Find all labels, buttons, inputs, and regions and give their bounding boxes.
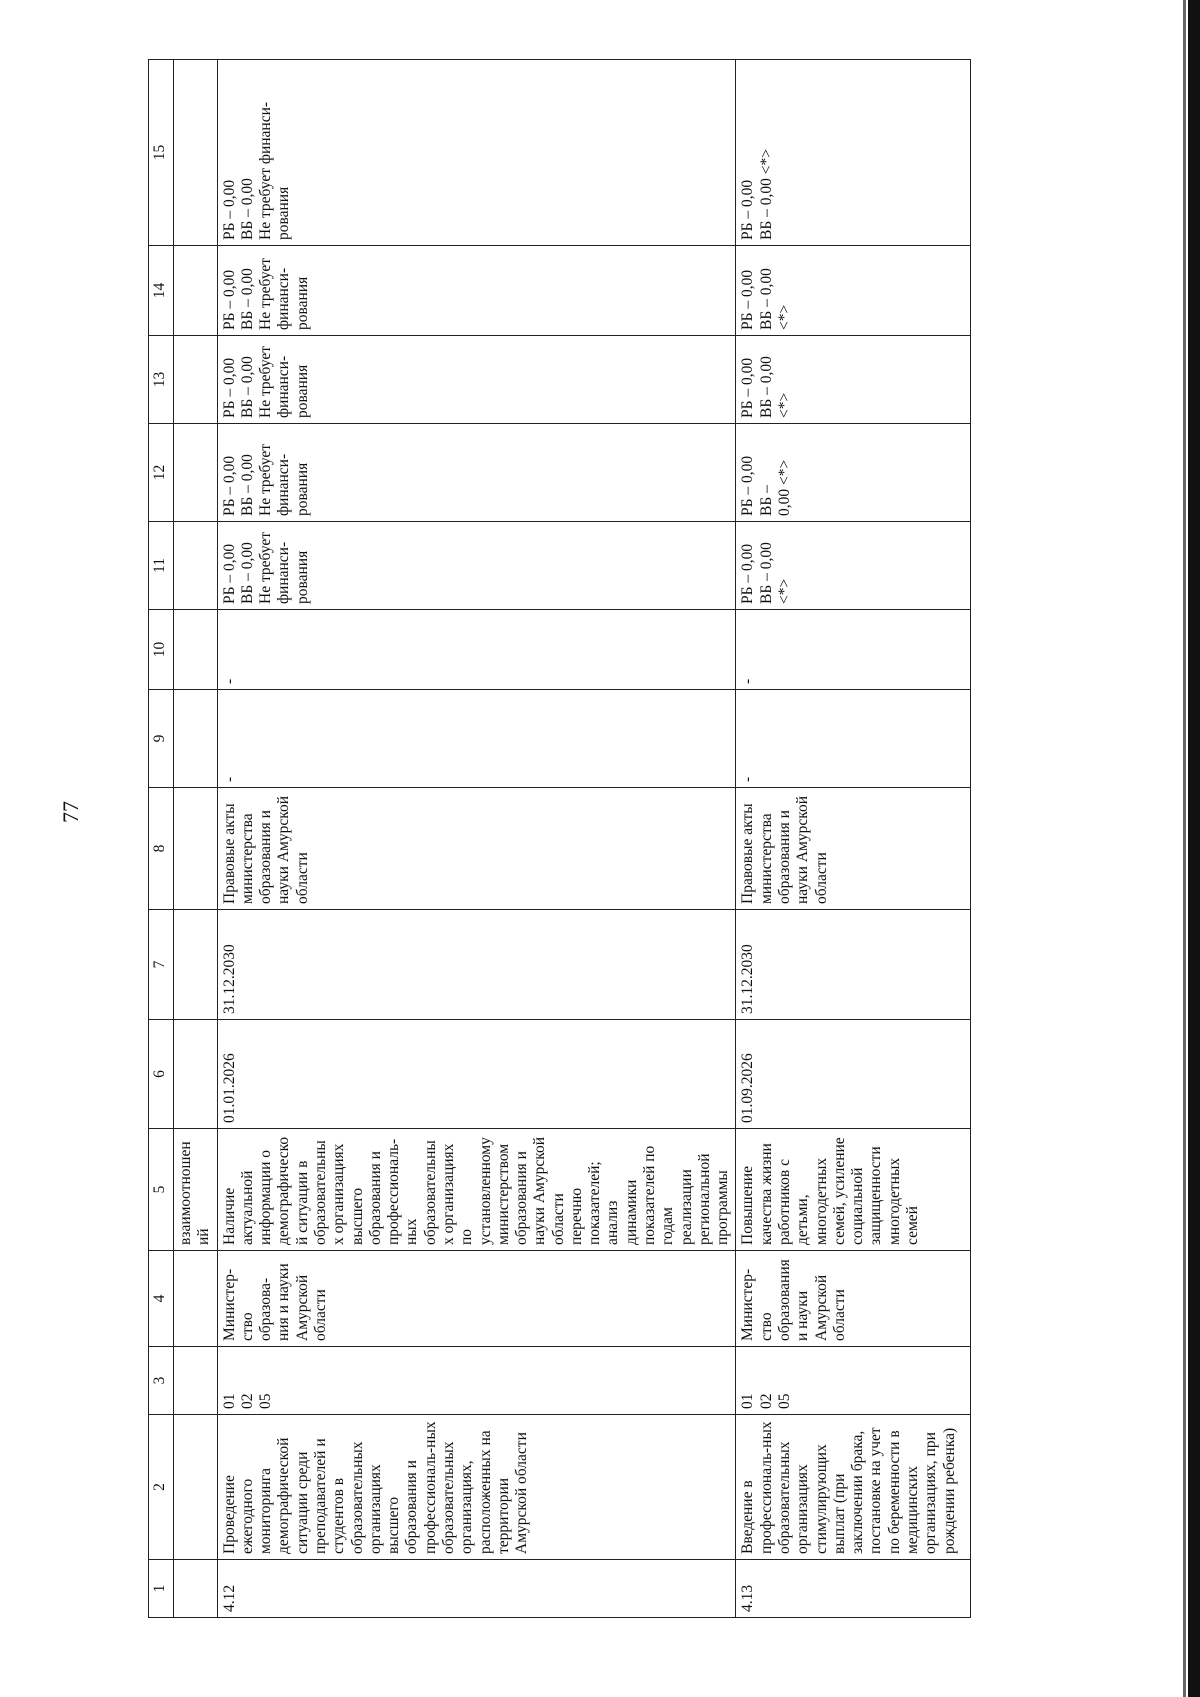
col-header-8: 8 <box>149 788 174 910</box>
col-header-1: 1 <box>149 1560 174 1618</box>
col-header-13: 13 <box>149 336 174 424</box>
task-codes: 01 02 05 <box>217 1347 736 1415</box>
end-date: 31.12.2030 <box>217 910 736 1020</box>
expected-result: Повышение качества жизни работников с детьми, многодетных семей, усиление социальной защищенности многодетных семей <box>736 1129 971 1251</box>
expected-result: Наличие актуальной информации о демографической ситуации в образовательных организациях высшего образования и профессиональ-ных образовательных организациях по установленному министерством образования и науки Амурской области перечню показателей; анализ динамики показателей по годам реализации региональной программы <box>217 1129 736 1251</box>
funding-cell: РБ – 0,00 ВБ – 0,00 <*> <box>736 336 971 424</box>
legal-acts: Правовые акты министерства образования и науки Амурской области <box>736 788 971 910</box>
table-cell <box>174 610 218 690</box>
indicator-cell: - <box>736 690 971 788</box>
indicator-cell: - <box>736 610 971 690</box>
table-row-4-13 <box>736 60 971 1618</box>
table-cell <box>174 60 218 246</box>
col-header-5: 5 <box>149 1129 174 1251</box>
table-cell <box>174 522 218 610</box>
funding-cell: РБ – 0,00 ВБ – 0,00 <*> <box>736 60 971 246</box>
funding-cell: РБ – 0,00 ВБ – 0,00 <*> <box>736 424 971 522</box>
scan-edge <box>1188 0 1200 1697</box>
responsible-executor: Министер-ство образова-ния и науки Амурской области <box>217 1251 736 1347</box>
col-header-9: 9 <box>149 690 174 788</box>
col-header-15: 15 <box>149 60 174 246</box>
table-cell <box>174 1560 218 1618</box>
table-cell <box>174 788 218 910</box>
col-header-4: 4 <box>149 1251 174 1347</box>
row-number: 4.13 <box>736 1560 971 1618</box>
activity-name: Введение в профессиональ-ных образовательных организациях стимулирующих выплат (при заключении брака, постановке на учет по беременности в медицинских организациях, при рождении ребенка) <box>736 1415 971 1560</box>
column-number-row <box>149 60 174 1618</box>
col-header-7: 7 <box>149 910 174 1020</box>
start-date: 01.01.2026 <box>217 1020 736 1129</box>
indicator-cell: - <box>217 610 736 690</box>
start-date: 01.09.2026 <box>736 1020 971 1129</box>
col-header-6: 6 <box>149 1020 174 1129</box>
table-cell <box>174 424 218 522</box>
program-activities-table <box>148 59 971 1618</box>
indicator-cell: - <box>217 690 736 788</box>
table-cell <box>174 910 218 1020</box>
table-row-4-12 <box>217 60 736 1618</box>
table-cell <box>174 1415 218 1560</box>
activity-name: Проведение ежегодного мониторинга демографической ситуации среди преподавателей и студентов в образовательных организациях высшего образования и профессиональ-ных образовательных организациях, расположенных на территории Амурской области <box>217 1415 736 1560</box>
col-header-14: 14 <box>149 246 174 336</box>
continuation-text: взаимоотношений <box>174 1129 218 1251</box>
funding-cell: РБ – 0,00 ВБ – 0,00 <*> <box>736 522 971 610</box>
responsible-executor: Министер-ство образования и науки Амурской области <box>736 1251 971 1347</box>
task-codes: 01 02 05 <box>736 1347 971 1415</box>
legal-acts: Правовые акты министерства образования и науки Амурской области <box>217 788 736 910</box>
table-cell <box>174 1020 218 1129</box>
funding-cell: РБ – 0,00 ВБ – 0,00 Не требует финанси-рования <box>217 522 736 610</box>
end-date: 31.12.2030 <box>736 910 971 1020</box>
funding-cell: РБ – 0,00 ВБ – 0,00 Не требует финанси-рования <box>217 336 736 424</box>
page-number: 77 <box>58 801 83 823</box>
funding-cell: РБ – 0,00 ВБ – 0,00 Не требует финанси-рования <box>217 60 736 246</box>
funding-cell: РБ – 0,00 ВБ – 0,00 <*> <box>736 246 971 336</box>
row-number: 4.12 <box>217 1560 736 1618</box>
table-cell <box>174 336 218 424</box>
table-cell <box>174 690 218 788</box>
col-header-10: 10 <box>149 610 174 690</box>
col-header-3: 3 <box>149 1347 174 1415</box>
funding-cell: РБ – 0,00 ВБ – 0,00 Не требует финанси-рования <box>217 246 736 336</box>
table-cell <box>174 1347 218 1415</box>
col-header-2: 2 <box>149 1415 174 1560</box>
col-header-11: 11 <box>149 522 174 610</box>
table-cell <box>174 246 218 336</box>
table-cell <box>174 1251 218 1347</box>
funding-cell: РБ – 0,00 ВБ – 0,00 Не требует финанси-рования <box>217 424 736 522</box>
rotated-table-container <box>148 60 958 1618</box>
scan-shadow <box>1183 0 1186 1697</box>
col-header-12: 12 <box>149 424 174 522</box>
continuation-row <box>174 60 218 1618</box>
